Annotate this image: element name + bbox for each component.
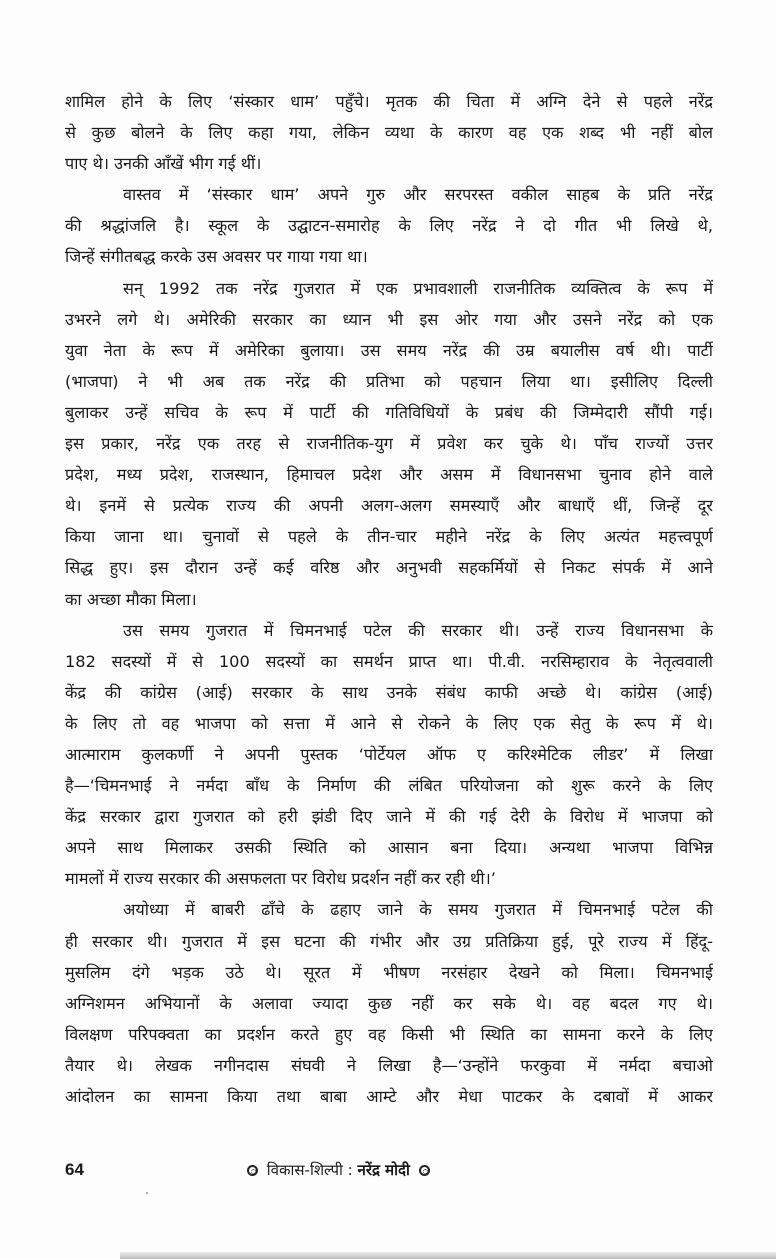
text-line: की श्रद्धांजलि है। स्कूल के उद्घाटन-समारोह के लिए नरेंद्र ने दो गीत भी लिखे थे, xyxy=(65,216,713,236)
text-line: 182 सदस्यों में से 100 सदस्यों का समर्थन प्राप्त था। पी.वी. नरसिम्हाराव के नेतृत्ववाली xyxy=(65,651,713,671)
text-line: अपने साथ मिलाकर उसकी स्थिति को आसान बना दिया। अन्यथा भाजपा विभिन्न xyxy=(65,838,713,858)
book-title-name: नरेंद्र मोदी xyxy=(357,1161,410,1179)
text-line: मामलों में राज्य सरकार की असफलता पर विरोध प्रदर्शन नहीं कर रही थी।’ xyxy=(65,869,496,889)
page-number: 64 xyxy=(65,1160,84,1179)
flower-ornament-icon xyxy=(247,1165,258,1176)
text-line: उभरने लगे थे। अमेरिकी सरकार का ध्यान भी इस ओर गया और उसने नरेंद्र को एक xyxy=(65,309,713,329)
text-line: सिद्ध हुए। इस दौरान उन्हें कई वरिष्ठ और अनुभवी सहकर्मियों से निकट संपर्क में आने xyxy=(65,558,713,578)
text-line: के लिए तो वह भाजपा को सत्ता में आने से रोकने के लिए एक सेतु के रूप में थे। xyxy=(65,713,713,733)
page-edge-shadow xyxy=(120,1252,776,1259)
text-line: प्रदेश, मध्य प्रदेश, राजस्थान, हिमाचल प्रदेश और असम में विधानसभा चुनाव होने वाले xyxy=(65,465,713,485)
text-line: केंद्र सरकार द्वारा गुजरात को हरी झंडी दिए जाने में की गई देरी के विरोध में भाजपा को xyxy=(65,807,713,827)
text-line: आंदोलन का सामना किया तथा बाबा आम्टे और मेधा पाटकर के दबावों में आकर xyxy=(65,1087,713,1106)
text-line: उस समय गुजरात में चिमनभाई पटेल की सरकार थी। उन्हें राज्य विधानसभा के xyxy=(123,620,713,640)
text-line: केंद्र की कांग्रेस (आई) सरकार के साथ उनके संबंध काफी अच्छे थे। कांग्रेस (आई) xyxy=(65,682,713,702)
flower-ornament-icon xyxy=(419,1165,430,1176)
text-line: का अच्छा मौका मिला। xyxy=(65,589,197,609)
text-line: थे। इनमें से प्रत्येक राज्य की अपनी अलग-अलग समस्याएँ और बाधाएँ थीं, जिन्हें दूर xyxy=(65,496,713,516)
text-line: तैयार थे। लेखक नगीनदास संघवी ने लिखा है—‘उन्होंने फरकुवा में नर्मदा बचाओ xyxy=(65,1055,713,1075)
text-line: विलक्षण परिपक्वता का प्रदर्शन करते हुए वह किसी भी स्थिति का सामना करने के लिए xyxy=(65,1024,713,1044)
text-line: वास्तव में ‘संस्कार धाम’ अपने गुरु और सरपरस्त वकील साहब के प्रति नरेंद्र xyxy=(123,185,713,205)
text-line: ही सरकार थी। गुजरात में इस घटना की गंभीर और उग्र प्रतिक्रिया हुई, पूरे राज्य में हिंदू- xyxy=(65,931,713,951)
body-text xyxy=(65,86,713,1112)
text-line: मुसलिम दंगे भड़क उठे थे। सूरत में भीषण नरसंहार देखने को मिला। चिमनभाई xyxy=(65,962,713,982)
text-line: पाए थे। उनकी आँखें भीग गई थीं। xyxy=(65,154,262,174)
text-line: से कुछ बोलने के लिए कहा गया, लेकिन व्यथा के कारण वह एक शब्द भी नहीं बोल xyxy=(65,123,713,143)
running-title xyxy=(243,1160,434,1180)
text-line: बुलाकर उन्हें सचिव के रूप में पार्टी की गतिविधियों के प्रबंध की जिम्मेदारी सौंपी गई। xyxy=(65,402,713,422)
scan-speck xyxy=(146,1192,148,1194)
text-line: किया जाना था। चुनावों से पहले के तीन-चार महीने नरेंद्र के लिए अत्यंत महत्त्वपूर्ण xyxy=(65,527,713,547)
text-line: युवा नेता के रूप में अमेरिका बुलाया। उस समय नरेंद्र की उम्र बयालीस वर्ष थी। पार्टी xyxy=(65,340,713,360)
book-title-prefix: विकास-शिल्पी : xyxy=(266,1161,353,1179)
page-footer xyxy=(65,1160,713,1188)
text-line: जिन्हें संगीतबद्ध करके उस अवसर पर गाया गया था। xyxy=(65,247,368,267)
text-line: अयोध्या में बाबरी ढाँचे के ढहाए जाने के समय गुजरात में चिमनभाई पटेल की xyxy=(123,900,713,920)
text-line: सन् 1992 तक नरेंद्र गुजरात में एक प्रभावशाली राजनीतिक व्यक्तित्व के रूप में xyxy=(123,278,713,298)
text-line: अग्निशमन अभियानों के अलावा ज्यादा कुछ नहीं कर सके थे। वह बदल गए थे। xyxy=(65,993,713,1013)
text-line: इस प्रकार, नरेंद्र एक तरह से राजनीतिक-युग में प्रवेश कर चुके थे। पाँच राज्यों उत्तर xyxy=(65,434,713,454)
text-line: (भाजपा) ने भी अब तक नरेंद्र की प्रतिभा को पहचान लिया था। इसीलिए दिल्ली xyxy=(65,371,713,391)
text-line: है—‘चिमनभाई ने नर्मदा बाँध के निर्माण की लंबित परियोजना को शुरू करने के लिए xyxy=(65,776,713,796)
text-line: आत्माराम कुलकर्णी ने अपनी पुस्तक ‘पोर्टेयल ऑफ ए करिश्मेटिक लीडर’ में लिखा xyxy=(65,744,713,764)
text-line: शामिल होने के लिए ‘संस्कार धाम’ पहुँचे। मृतक की चिता में अग्नि देने से पहले नरेंद्र xyxy=(65,92,713,111)
